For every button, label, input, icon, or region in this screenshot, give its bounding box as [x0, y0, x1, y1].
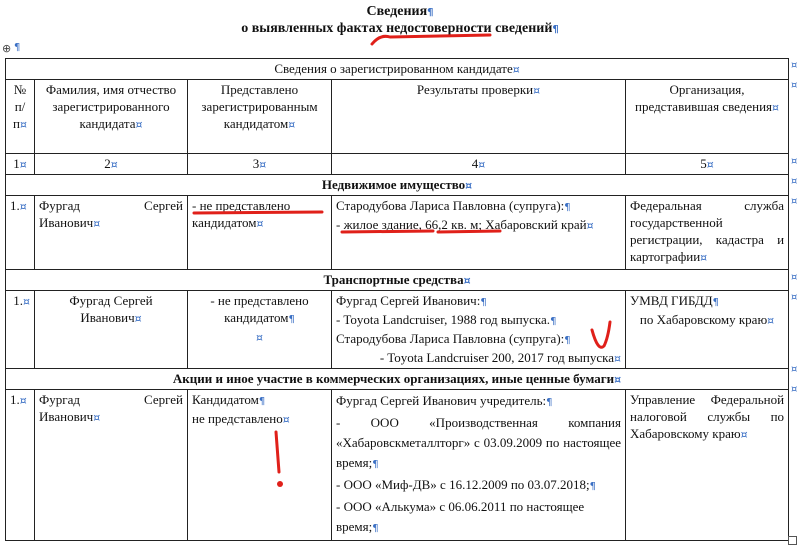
- document-subtitle: о выявленных фактах недостоверности сведений¶: [241, 21, 559, 36]
- row-number: 1.¤: [6, 291, 35, 369]
- provided-info: - не представлено кандидатом¶ ¤: [188, 291, 332, 369]
- check-results: [332, 291, 626, 369]
- org-line: УМВД ГИБДД¶: [630, 293, 720, 308]
- row-end-mark: ¤: [791, 80, 798, 91]
- col-number-1: 1¤: [6, 154, 35, 175]
- row-end-mark: ¤: [791, 176, 798, 187]
- source-organization: Федеральная служба государственной регистрации, кадастра и картографии¤: [626, 196, 789, 270]
- row-end-mark: ¤: [791, 364, 798, 375]
- section-title-shares: Акции и иное участие в коммерческих организациях, иные ценные бумаги¤: [6, 369, 789, 390]
- header-number: № п/п¤: [6, 80, 35, 154]
- provided-line: не представлено¤: [192, 411, 290, 426]
- candidate-name: Фургад Сергей Иванович¤: [35, 390, 188, 541]
- section-title-row: [6, 270, 789, 291]
- result-line: - Toyota Landcruiser 200, 2017 год выпуска¤: [379, 350, 621, 365]
- check-results: [332, 390, 626, 541]
- section-title-row: [6, 175, 789, 196]
- candidate-name: Фургад Сергей Иванович¤: [35, 196, 188, 270]
- document-title: Сведения¶: [366, 4, 434, 19]
- header-results: Результаты проверки¤: [332, 80, 626, 154]
- result-line: - Toyota Landcruiser, 1988 год выпуска.¶: [336, 312, 557, 327]
- header-provided: Представлено зарегистрированным кандидатом¤: [188, 80, 332, 154]
- result-line: Стародубова Лариса Павловна (супруга):¶: [336, 198, 571, 213]
- candidate-name: Фургад Сергей Иванович¤: [35, 291, 188, 369]
- col-number-5: 5¤: [626, 154, 789, 175]
- column-number-row: [6, 154, 789, 175]
- org-line: по Хабаровскому краю¤: [639, 312, 775, 327]
- source-organization: Управление Федеральной налоговой службы по Хабаровскому краю¤: [626, 390, 789, 541]
- table-row: [6, 390, 789, 541]
- group-header-cell: Сведения о зарегистрированном кандидате¤: [6, 59, 789, 80]
- result-line: - ООО «Производственная компания «Хабаровскметаллторг» с 03.09.2009 по настоящее время;¶: [336, 415, 621, 470]
- result-line: Фургад Сергей Иванович:¶: [336, 293, 487, 308]
- check-results: [332, 196, 626, 270]
- row-number: 1.¤: [6, 390, 35, 541]
- row-end-mark: ¤: [791, 60, 798, 71]
- table-row: [6, 196, 789, 270]
- provided-line: Кандидатом¶: [192, 392, 266, 407]
- result-line: - ООО «Алькума» с 06.06.2011 по настоящее время;¶: [336, 499, 585, 534]
- header-organization: Организация, представившая сведения¤: [626, 80, 789, 154]
- result-line: Стародубова Лариса Павловна (супруга):¶: [336, 331, 571, 346]
- col-number-4: 4¤: [332, 154, 626, 175]
- table-move-handle-icon[interactable]: ⊕: [2, 42, 12, 55]
- provided-info: - не представлено кандидатом¤: [188, 196, 332, 270]
- col-number-3: 3¤: [188, 154, 332, 175]
- row-end-mark: ¤: [791, 156, 798, 167]
- group-header-row: [6, 59, 789, 80]
- table-resize-handle[interactable]: [788, 536, 797, 545]
- row-end-mark: ¤: [791, 292, 798, 303]
- col-number-2: 2¤: [35, 154, 188, 175]
- result-line: - жилое здание, 66,2 кв. м; Хабаровский край¤: [336, 217, 594, 232]
- source-organization: [626, 291, 789, 369]
- row-end-mark: ¤: [791, 272, 798, 283]
- result-line: - ООО «Миф-ДВ» с 16.12.2009 по 03.07.2018;¶: [336, 477, 597, 492]
- candidate-info-table: [5, 58, 789, 541]
- header-name: Фамилия, имя отчество зарегистрированного кандидата¤: [35, 80, 188, 154]
- section-title-row: [6, 369, 789, 390]
- row-number: 1.¤: [6, 196, 35, 270]
- row-end-mark: ¤: [791, 384, 798, 395]
- row-end-mark: ¤: [791, 196, 798, 207]
- provided-info: [188, 390, 332, 541]
- empty-paragraph-mark: ¶: [14, 42, 21, 53]
- section-title-real-estate: Недвижимое имущество¤: [6, 175, 789, 196]
- table-row: [6, 291, 789, 369]
- section-title-vehicles: Транспортные средства¤: [6, 270, 789, 291]
- column-header-row: [6, 80, 789, 154]
- result-line: Фургад Сергей Иванович учредитель:¶: [336, 393, 553, 408]
